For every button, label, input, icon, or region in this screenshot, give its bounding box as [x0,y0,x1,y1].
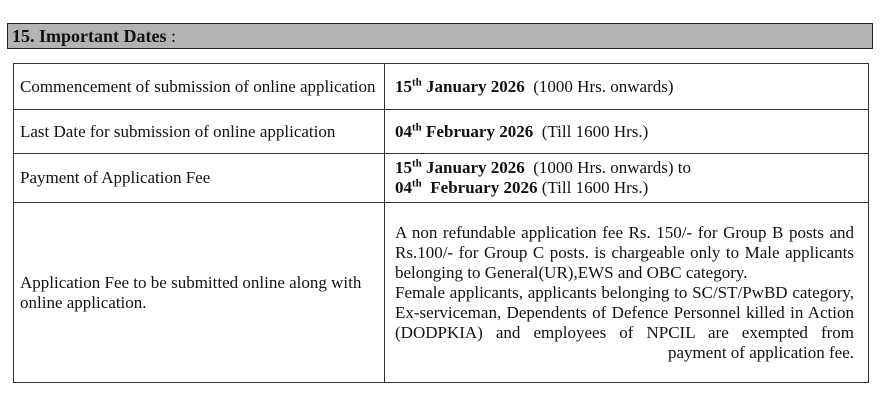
date-note: (1000 Hrs. onwards) [524,76,674,96]
date-suffix: th [412,75,422,88]
table-row [14,154,869,203]
row-label [14,154,385,203]
date-month-year: February 2026 [421,121,534,141]
date-suffix: th [412,157,422,170]
date-suffix: th [412,120,422,133]
application-fee-label: Application Fee to be submitted online along with online application. [20,272,362,312]
date-month-year: January 2026 [421,158,525,177]
row-value [385,154,869,203]
date-note: (Till 1600 Hrs.) [533,121,649,141]
date-note: (Till 1600 Hrs.) [537,178,649,197]
row-value [385,64,869,110]
date-day: 15 [395,158,412,177]
section-header [7,23,873,49]
row-value [385,203,869,383]
section-title-colon: : [166,26,177,46]
table-row [14,110,869,154]
section-title: 15. Important Dates [12,26,167,46]
important-dates-table [13,63,869,383]
last-date-label: Last Date for submission of online application [20,121,336,141]
date-day: 04 [395,121,412,141]
date-month-year: January 2026 [421,76,525,96]
row-label [14,110,385,154]
payment-start-line [395,158,854,178]
date-month-year: February 2026 [421,178,538,197]
fee-paragraph: A non refundable application fee Rs. 150/- for Group B posts and Rs.100/- for Group C posts. is chargeable only to Male applicants belonging to General(UR),EWS and OBC category. [395,222,854,282]
payment-label: Payment of Application Fee [20,168,211,187]
row-label [14,203,385,383]
date-day: 15 [395,76,412,96]
row-label [14,64,385,110]
row-value [385,110,869,154]
date-day: 04 [395,178,412,197]
table-row [14,203,869,383]
table-row [14,64,869,110]
commencement-label: Commencement of submission of online application [20,76,376,96]
date-note: (1000 Hrs. onwards) to [524,158,691,177]
date-suffix: th [412,177,422,190]
payment-end-line [395,178,854,198]
exemption-paragraph: Female applicants, applicants belonging to SC/ST/PwBD category, Ex-serviceman, Dependents of Defence Personnel killed in Action (DODPKIA) and employees of NPCIL are exempted from payment of application fee. [395,282,854,362]
